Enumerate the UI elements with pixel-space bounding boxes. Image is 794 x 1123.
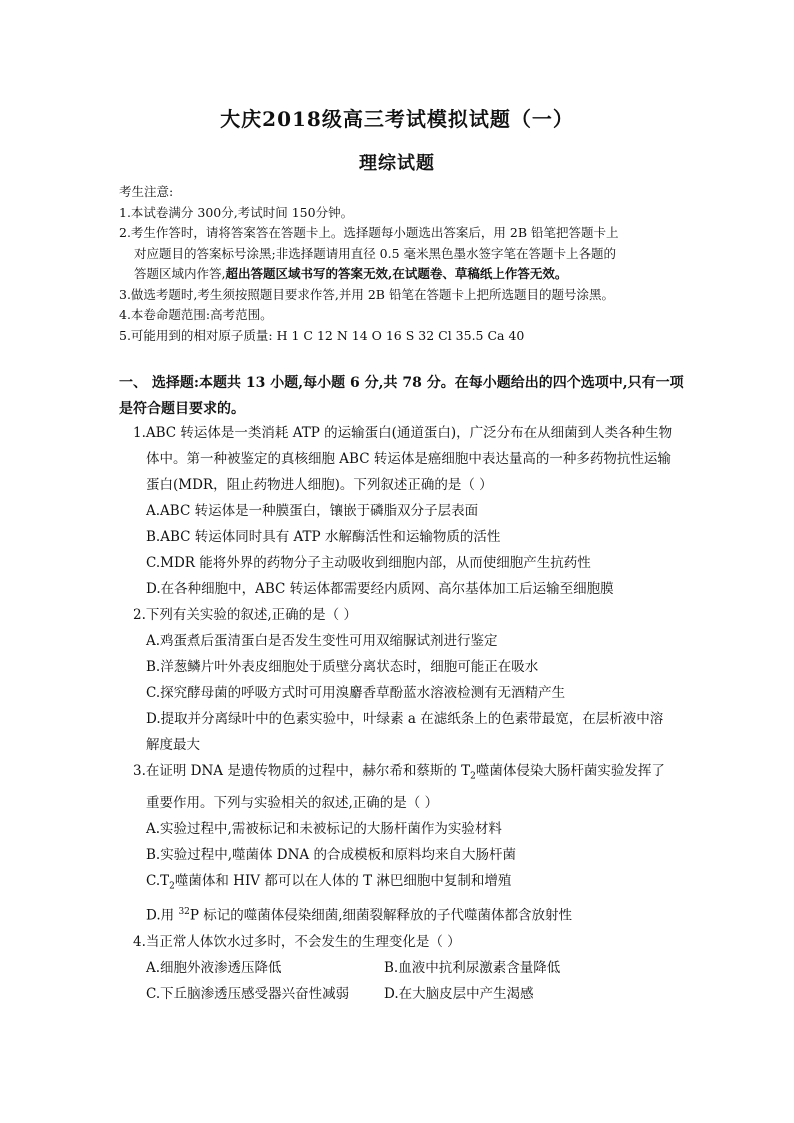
- question-3-option-c-subscript: 2: [169, 881, 175, 892]
- question-3: [133, 758, 689, 929]
- question-1-option-d: D.在各种细胞中，ABC 转运体都需要经内质网、高尔基体加工后运输至细胞膜: [146, 581, 614, 597]
- question-3-stem-line-1: [133, 758, 689, 790]
- exam-notice: [119, 182, 679, 346]
- question-4-option-c: C.下丘脑渗透压感受器兴奋性减弱: [146, 985, 350, 1002]
- question-3-option-c-post: 噬菌体和 HIV 都可以在人体的 T 淋巴细胞中复制和增殖: [174, 872, 512, 889]
- question-2-option-d-line-1: D.提取并分离绿叶中的色素实验中，叶绿素 a 在滤纸条上的色素带最宽，在层析液中溶: [146, 711, 664, 727]
- question-1-stem-line-2: 体中。第一种被鉴定的真核细胞 ABC 转运体是癌细胞中表达量高的一种多药物抗性运输: [146, 451, 671, 467]
- section-heading: [119, 370, 689, 422]
- question-3-option-c-pre: C.T: [146, 872, 170, 889]
- question-2-option-b: B.洋葱鳞片叶外表皮细胞处于质壁分离状态时，细胞可能正在吸水: [146, 659, 539, 675]
- question-3-option-c: [133, 868, 689, 900]
- question-2-stem: 2.下列有关实验的叙述,正确的是（ ）: [133, 607, 357, 623]
- notice-item-3: 3.做选考题时,考生须按照题目要求作答,并用 2B 铅笔在答题卡上把所选题目的题号涂黑。: [119, 286, 614, 302]
- question-4-option-d: D.在大脑皮层中产生渴感: [384, 985, 534, 1002]
- question-1-stem-line-1: 1.ABC 转运体是一类消耗 ATP 的运输蛋白(通道蛋白)，广泛分布在从细菌到人类各种生物: [133, 425, 673, 441]
- notice-item-2-bold: 超出答题区域书写的答案无效,在试题卷、草稿纸上作答无效。: [225, 266, 568, 281]
- question-2: [133, 602, 689, 758]
- question-3-option-a: A.实验过程中,需被标记和未被标记的大肠杆菌作为实验材料: [146, 820, 502, 837]
- question-3-option-d-pre: D.用: [146, 907, 179, 924]
- question-3-option-d: [133, 899, 689, 929]
- question-4-option-a: A.细胞外液渗透压降低: [146, 959, 282, 976]
- exam-title: 大庆2018级高三考试模拟试题（一）: [220, 107, 574, 131]
- question-3-stem-line-2: 重要作用。下列与实验相关的叙述,正确的是（ ）: [146, 794, 439, 811]
- question-3-option-d-superscript: 32: [178, 907, 190, 918]
- notice-item-2-line-1: 2.考生作答时，请将答案答在答题卡上。选择题每小题选出答案后，用 2B 铅笔把答题卡上: [119, 225, 619, 240]
- question-1-option-c: C.MDR 能将外界的药物分子主动吸收到细胞内部，从而使细胞产生抗药性: [146, 555, 591, 571]
- section-heading-line-2: 是符合题目要求的。: [119, 401, 245, 417]
- notice-item-5: 5.可能用到的相对原子质量: H 1 C 12 N 14 O 16 S 32 Cl 35.5 Ca 40: [119, 327, 525, 343]
- question-1-option-b: B.ABC 转运体同时具有 ATP 水解酶活性和运输物质的活性: [146, 529, 501, 545]
- question-3-stem-subscript: 2: [470, 771, 476, 782]
- question-4-stem: 4.当正常人体饮水过多时，不会发生的生理变化是（ ）: [133, 933, 461, 950]
- question-4-options-row-2: [133, 981, 689, 1007]
- question-3-stem-pre: 3.在证明 DNA 是遗传物质的过程中，赫尔希和蔡斯的 T: [133, 763, 471, 779]
- section-heading-line-1: 一、 选择题:本题共 13 小题,每小题 6 分,共 78 分。在每小题给出的四个选项中,只有一项: [119, 375, 684, 391]
- question-1: [133, 420, 689, 602]
- question-4: [133, 929, 689, 1007]
- question-3-option-b: B.实验过程中,噬菌体 DNA 的合成模板和原料均来自大肠杆菌: [146, 846, 516, 863]
- question-2-option-c: C.探究酵母菌的呼吸方式时可用溴麝香草酚蓝水溶液检测有无酒精产生: [146, 685, 566, 701]
- notice-item-1: 1.本试卷满分 300分,考试时间 150分钟。: [119, 204, 354, 220]
- question-1-stem-line-3: 蛋白(MDR，阻止药物进人细胞)。下列叙述正确的是（ ）: [146, 477, 493, 493]
- question-3-option-d-post: P 标记的噬菌体侵染细菌,细菌裂解释放的子代噬菌体都含放射性: [189, 907, 573, 924]
- notice-item-2-line-2: 对应题目的答案标号涂黑;非选择题请用直径 0.5 毫米黑色墨水签字笔在答题卡上各题的: [134, 245, 617, 261]
- question-2-option-d-line-2: 解度最大: [146, 737, 200, 753]
- notice-heading: 考生注意:: [119, 184, 174, 199]
- notice-item-2-line-3: [119, 264, 679, 285]
- exam-subtitle: 理综试题: [359, 153, 435, 174]
- question-4-options-row-1: [133, 955, 689, 981]
- question-3-stem-post: 噬菌体侵染大肠杆菌实验发挥了: [475, 763, 665, 779]
- notice-item-2-normal: 答题区域内作答,: [134, 266, 226, 281]
- question-4-option-b: B.血液中抗利尿激素含量降低: [384, 959, 561, 976]
- question-2-option-a: A.鸡蛋煮后蛋清蛋白是否发生变性可用双缩脲试剂进行鉴定: [146, 633, 498, 649]
- question-list: [133, 420, 689, 1007]
- question-1-option-a: A.ABC 转运体是一种膜蛋白，镶嵌于磷脂双分子层表面: [146, 503, 479, 519]
- notice-item-4: 4.本卷命题范围:高考范围。: [119, 307, 273, 322]
